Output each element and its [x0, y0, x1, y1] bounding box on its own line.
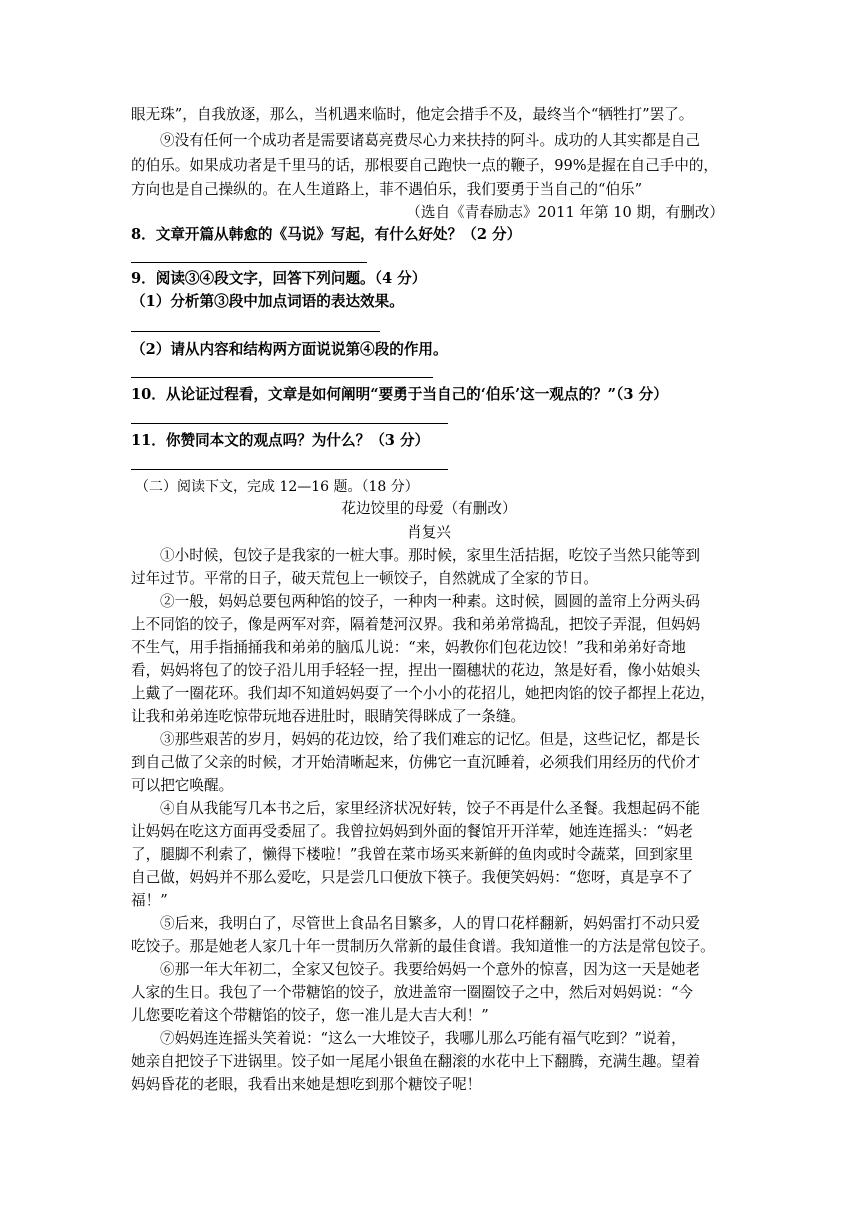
- question-8: 8．文章开篇从韩愈的《马说》写起，有什么好处？（2 分）: [131, 226, 522, 243]
- question-9-part-2: （2）请从内容和结构两方面说说第④段的作用。: [131, 341, 448, 358]
- paragraph-line: 的伯乐。如果成功者是千里马的话，那根要自己跑快一点的鞭子，99%是握在自己手中的，: [131, 157, 719, 174]
- passage-line: 妈妈昏花的老眼，我看出来她是想吃到那个糖饺子呢！: [131, 1076, 482, 1093]
- passage-line: ⑤后来，我明白了，尽管世上食品名目繁多，人的胃口花样翻新，妈妈雷打不动只爱: [160, 915, 700, 932]
- passage-line: 她亲自把饺子下进锅里。饺子如一尾尾小银鱼在翻滚的水花中上下翻腾，充满生趣。望着: [131, 1053, 701, 1070]
- passage-line: 吃饺子。那是她老人家几十年一贯制历久常新的最佳食谱。我知道惟一的方法是常包饺子。: [131, 938, 715, 955]
- passage-line: ③那些艰苦的岁月，妈妈的花边饺，给了我们难忘的记忆。但是，这些记忆，都是长: [160, 731, 700, 748]
- passage-line: 上不同馅的饺子，像是两军对弈，隔着楚河汉界。我和弟弟常捣乱，把饺子弄混，但妈妈: [131, 616, 701, 633]
- question-10: 10．从论证过程看，文章是如何阐明“要勇于当自己的‘伯乐’这一观点的？”（3 分）: [131, 386, 668, 403]
- answer-line[interactable]: [131, 377, 433, 378]
- passage-line: 福！”: [131, 892, 168, 909]
- section-intro: （二）阅读下文，完成 12—16 题。（18 分）: [135, 479, 419, 495]
- passage-line: ⑥那一年大年初二，全家又包饺子。我要给妈妈一个意外的惊喜，因为这一天是她老: [160, 961, 700, 978]
- answer-line[interactable]: [131, 423, 448, 424]
- passage-line: 让妈妈在吃这方面再受委屈了。我曾拉妈妈到外面的餐馆开开洋荤，她连连摇头：“妈老: [131, 823, 694, 840]
- passage-line: 上戴了一圈花环。我们却不知道妈妈耍了一个小小的花招儿，她把肉馅的饺子都捏上花边，: [131, 685, 715, 702]
- passage-line: 了，腿脚不利索了，懒得下楼啦！”我曾在菜市场买来新鲜的鱼肉或时令蔬菜，回到家里: [131, 846, 694, 863]
- passage-line: 人家的生日。我包了一个带糖馅的饺子，放进盖帘一圈圈饺子之中，然后对妈妈说：“今: [131, 984, 694, 1001]
- answer-line[interactable]: [131, 331, 380, 332]
- passage-author: 肖复兴: [407, 524, 451, 541]
- passage-line: 过年过节。平常的日子，破天荒包上一顿饺子，自然就成了全家的节日。: [131, 570, 599, 587]
- answer-line[interactable]: [131, 469, 448, 470]
- paragraph-line: 方向也是自己操纵的。在人生道路上，菲不遇伯乐，我们要勇于当自己的“伯乐”: [131, 181, 643, 198]
- passage-line: 可以把它唤醒。: [131, 777, 234, 794]
- question-11: 11．你赞同本文的观点吗？为什么？（3 分）: [131, 432, 430, 449]
- passage-line: 到自己做了父亲的时候，才开始清晰起来，仿佛它一直沉睡着，必须我们用经历的代价才: [131, 754, 701, 771]
- passage-line: ④自从我能写几本书之后，家里经济状况好转，饺子不再是什么圣餐。我想起码不能: [160, 800, 700, 817]
- question-9-part-1: （1）分析第③段中加点词语的表达效果。: [131, 293, 404, 310]
- passage-title: 花边饺里的母爱（有删改）: [341, 500, 517, 517]
- passage-line: 不生气，用手指捅捅我和弟弟的脑瓜儿说：“来，妈教你们包花边饺！”我和弟弟好奇地: [131, 639, 686, 656]
- passage-line: 让我和弟弟连吃惊带玩地吞进肚时，眼睛笑得眯成了一条缝。: [131, 708, 526, 725]
- question-9: 9．阅读③④段文字，回答下列问题。（4 分）: [131, 270, 427, 287]
- paragraph-line: 眼无珠”，自我放逐，那么，当机遇来临时，他定会措手不及，最终当个“牺牲打”罢了。: [131, 106, 694, 123]
- passage-line: ⑦妈妈连连摇头笑着说：“这么一大堆饺子，我哪儿那么巧能有福气吃到？”说着，: [160, 1030, 686, 1047]
- passage-line: ②一般，妈妈总要包两种馅的饺子，一种肉一种素。这时候，圆圆的盖帘上分两头码: [160, 593, 700, 610]
- paragraph-line: ⑨没有任何一个成功者是需要诸葛亮费尽心力来扶持的阿斗。成功的人其实都是自己: [160, 132, 700, 149]
- answer-line[interactable]: [131, 262, 367, 263]
- passage-line: ①小时候，包饺子是我家的一桩大事。那时候，家里生活拮据，吃饺子当然只能等到: [160, 547, 700, 564]
- passage-line: 看，妈妈将包了的饺子沿儿用手轻轻一捏，捏出一圈穗状的花边，煞是好看，像小姑娘头: [131, 662, 701, 679]
- passage-line: 儿您要吃着这个带糖馅的饺子，您一准儿是大吉大利！”: [131, 1007, 489, 1024]
- source-note: （选自《青春励志》2011 年第 10 期，有删改）: [406, 204, 724, 221]
- passage-line: 自己做，妈妈并不那么爱吃，只是尝几口便放下筷子。我便笑妈妈：“您呀，真是享不了: [131, 869, 694, 886]
